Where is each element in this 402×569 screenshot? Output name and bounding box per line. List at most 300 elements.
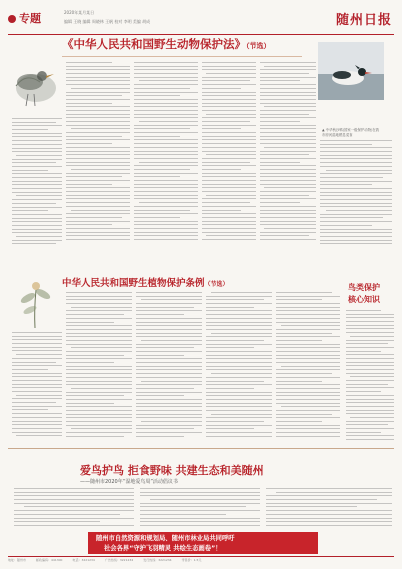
text-line xyxy=(66,62,112,63)
text-line xyxy=(12,398,62,399)
text-line xyxy=(260,62,316,63)
text-line xyxy=(12,232,62,233)
text-line xyxy=(202,206,256,207)
text-column xyxy=(12,332,62,442)
text-line xyxy=(206,432,272,433)
text-line xyxy=(136,428,194,429)
header-divider xyxy=(8,34,394,35)
text-line xyxy=(346,424,388,425)
text-line xyxy=(206,366,272,367)
text-line xyxy=(12,339,62,340)
issue-date: 2020年某月某日 xyxy=(64,10,95,15)
text-line xyxy=(12,343,62,344)
text-line xyxy=(12,336,62,337)
text-line xyxy=(12,144,62,145)
text-line xyxy=(206,358,272,359)
text-line xyxy=(206,392,272,393)
text-line xyxy=(320,225,372,226)
text-line xyxy=(134,88,190,89)
text-line xyxy=(206,195,256,196)
text-line xyxy=(66,351,132,352)
text-line xyxy=(140,492,260,493)
text-line xyxy=(260,77,316,78)
text-line xyxy=(16,195,62,196)
text-line xyxy=(206,325,272,326)
text-line xyxy=(202,69,256,70)
text-line xyxy=(66,406,132,407)
banner-title: 爱鸟护鸟 拒食野味 共建生态和美随州 xyxy=(80,464,264,477)
text-line xyxy=(66,366,132,367)
text-line xyxy=(202,117,256,118)
text-line xyxy=(134,158,198,159)
text-line xyxy=(136,355,184,356)
text-line xyxy=(141,340,202,341)
text-line xyxy=(346,328,394,329)
text-column xyxy=(14,488,134,530)
text-line xyxy=(346,351,381,352)
text-line xyxy=(346,428,394,429)
text-line xyxy=(134,184,198,185)
text-line xyxy=(66,399,132,400)
text-line xyxy=(260,217,316,218)
text-line xyxy=(136,366,202,367)
text-line xyxy=(12,188,62,189)
text-line xyxy=(136,347,194,348)
text-line xyxy=(12,380,62,381)
text-line xyxy=(16,155,62,156)
text-line xyxy=(16,354,62,355)
text-line xyxy=(202,213,256,214)
text-line xyxy=(260,103,316,104)
text-line xyxy=(346,310,381,311)
text-line xyxy=(206,344,272,345)
text-line xyxy=(12,221,62,222)
text-line xyxy=(140,518,260,519)
text-line xyxy=(346,387,394,388)
text-line xyxy=(12,421,62,422)
text-line xyxy=(12,347,62,348)
text-line xyxy=(14,492,134,493)
text-column xyxy=(206,292,272,442)
text-line xyxy=(276,436,340,437)
text-line xyxy=(12,417,62,418)
text-column xyxy=(134,62,198,246)
text-line xyxy=(66,77,130,78)
text-line xyxy=(206,296,272,297)
text-line xyxy=(206,436,272,437)
text-line xyxy=(346,347,394,348)
text-line xyxy=(12,199,62,200)
text-line xyxy=(206,369,272,370)
text-line xyxy=(134,128,190,129)
text-line xyxy=(12,162,56,163)
text-line xyxy=(202,162,250,163)
text-line xyxy=(66,66,130,67)
text-line xyxy=(66,299,132,300)
text-line xyxy=(66,292,132,293)
text-line xyxy=(66,355,124,356)
text-line xyxy=(134,62,198,63)
text-line xyxy=(346,369,394,370)
text-line xyxy=(136,388,194,389)
text-line xyxy=(276,355,340,356)
text-line xyxy=(202,103,256,104)
text-line xyxy=(281,406,340,407)
text-line xyxy=(14,495,134,496)
text-line xyxy=(66,125,130,126)
text-line xyxy=(66,221,130,222)
text-line xyxy=(346,432,381,433)
duck-photo xyxy=(318,42,384,100)
text-line xyxy=(134,143,198,144)
text-line xyxy=(346,321,394,322)
text-line xyxy=(66,340,132,341)
text-line xyxy=(276,292,332,293)
bird-illustration xyxy=(6,52,64,114)
text-line xyxy=(134,187,198,188)
text-line xyxy=(136,377,202,378)
text-line xyxy=(134,191,198,192)
text-line xyxy=(66,403,114,404)
section-divider xyxy=(8,448,394,449)
text-line xyxy=(12,184,62,185)
text-line xyxy=(206,403,272,404)
text-line xyxy=(134,77,198,78)
text-line xyxy=(71,347,132,348)
text-line xyxy=(66,95,122,96)
text-line xyxy=(66,73,130,74)
text-line xyxy=(136,410,202,411)
text-line xyxy=(134,180,198,181)
text-line xyxy=(276,428,340,429)
text-line xyxy=(71,307,132,308)
text-line xyxy=(276,299,322,300)
text-line xyxy=(14,521,100,522)
text-line xyxy=(66,136,122,137)
text-line xyxy=(266,510,392,511)
text-line xyxy=(16,395,62,396)
text-line xyxy=(12,376,62,377)
text-line xyxy=(66,184,112,185)
text-line xyxy=(66,417,132,418)
text-line xyxy=(134,151,198,152)
text-line xyxy=(14,499,134,500)
text-line xyxy=(66,191,130,192)
text-line xyxy=(276,417,340,418)
text-line xyxy=(66,414,132,415)
text-line xyxy=(266,495,392,496)
text-line xyxy=(66,314,124,315)
newspaper-logo: 随州日报 xyxy=(335,13,392,28)
text-line xyxy=(12,192,62,193)
text-line xyxy=(202,136,256,137)
text-line xyxy=(12,203,56,204)
text-line xyxy=(71,210,130,211)
text-line xyxy=(12,387,62,388)
text-line xyxy=(134,117,198,118)
text-line xyxy=(134,213,198,214)
text-line xyxy=(346,421,394,422)
text-line xyxy=(264,147,316,148)
text-line xyxy=(134,239,198,240)
text-line xyxy=(320,162,392,163)
text-line xyxy=(12,136,62,137)
text-line xyxy=(66,336,132,337)
text-line xyxy=(12,170,48,171)
text-line xyxy=(66,436,124,437)
title-underline xyxy=(62,56,302,57)
text-line xyxy=(206,421,264,422)
text-line xyxy=(12,432,62,433)
text-line xyxy=(206,395,272,396)
text-line xyxy=(66,165,130,166)
text-line xyxy=(136,292,202,293)
text-line xyxy=(66,239,130,240)
text-line xyxy=(260,73,309,74)
text-line xyxy=(206,410,272,411)
text-line xyxy=(350,376,394,377)
text-line xyxy=(134,198,198,199)
text-line xyxy=(66,114,130,115)
text-line xyxy=(140,514,226,515)
text-line xyxy=(260,136,316,137)
text-line xyxy=(346,314,394,315)
text-line xyxy=(276,314,340,315)
text-line xyxy=(140,510,260,511)
text-line xyxy=(276,403,340,404)
text-line xyxy=(14,514,120,515)
text-line xyxy=(320,203,392,204)
text-line xyxy=(136,406,202,407)
text-line xyxy=(260,235,309,236)
text-line xyxy=(202,84,256,85)
text-line xyxy=(260,169,316,170)
text-line xyxy=(66,180,130,181)
text-line xyxy=(346,410,394,411)
text-line xyxy=(206,336,272,337)
text-line xyxy=(206,329,272,330)
text-line xyxy=(12,240,62,241)
text-line xyxy=(276,358,340,359)
text-line xyxy=(12,369,48,370)
text-line xyxy=(202,224,256,225)
text-line xyxy=(14,525,134,526)
text-line xyxy=(66,392,132,393)
text-line xyxy=(326,170,392,171)
text-line xyxy=(276,344,340,345)
text-line xyxy=(66,228,130,229)
text-line xyxy=(66,117,130,118)
footer-item: 发行热线：3221234 xyxy=(143,558,172,562)
text-line xyxy=(136,310,202,311)
text-line xyxy=(136,333,202,334)
text-line xyxy=(260,154,309,155)
text-line xyxy=(266,521,392,522)
text-line xyxy=(12,358,62,359)
text-line xyxy=(12,207,62,208)
text-line xyxy=(66,344,132,345)
text-line xyxy=(260,139,316,140)
section-title: 专题 xyxy=(19,12,41,25)
text-line xyxy=(12,125,62,126)
text-line xyxy=(136,417,202,418)
text-line xyxy=(136,436,184,437)
text-line xyxy=(134,224,198,225)
text-line xyxy=(320,173,392,174)
text-line xyxy=(136,425,202,426)
text-line xyxy=(136,344,202,345)
text-line xyxy=(276,351,340,352)
text-line xyxy=(66,377,132,378)
text-line xyxy=(12,409,48,410)
middle-article-title xyxy=(62,275,229,289)
text-line xyxy=(320,177,383,178)
text-line xyxy=(66,232,130,233)
text-line xyxy=(276,414,332,415)
text-line xyxy=(206,310,272,311)
text-line xyxy=(140,525,260,526)
text-line xyxy=(140,495,260,496)
text-line xyxy=(320,158,392,159)
text-line xyxy=(134,235,198,236)
text-line xyxy=(141,299,202,300)
text-line xyxy=(276,410,340,411)
text-line xyxy=(134,125,198,126)
text-line xyxy=(66,110,130,111)
text-line xyxy=(202,198,256,199)
text-line xyxy=(260,151,316,152)
text-line xyxy=(206,347,254,348)
text-line xyxy=(66,395,124,396)
text-line xyxy=(66,296,132,297)
text-line xyxy=(12,181,62,182)
text-line xyxy=(134,69,198,70)
text-line xyxy=(202,180,256,181)
text-line xyxy=(14,488,134,489)
text-line xyxy=(206,318,272,319)
top-article-title-text: 《中华人民共和国野生动物保护法》 xyxy=(62,37,246,51)
text-line xyxy=(202,217,256,218)
text-column xyxy=(66,62,130,246)
text-line xyxy=(202,62,256,63)
text-line xyxy=(71,128,130,129)
text-line xyxy=(134,66,198,67)
text-line xyxy=(260,195,309,196)
footer-item: 零售价：1.5元 xyxy=(181,558,202,562)
text-line xyxy=(139,202,198,203)
text-line xyxy=(206,362,272,363)
middle-article-title-tag: （节选） xyxy=(204,281,229,288)
text-line xyxy=(260,202,300,203)
text-line xyxy=(281,366,340,367)
text-line xyxy=(12,384,62,385)
text-column xyxy=(260,62,316,246)
text-line xyxy=(320,155,392,156)
text-line xyxy=(66,92,130,93)
text-line xyxy=(136,351,202,352)
text-line xyxy=(66,333,132,334)
text-line xyxy=(202,165,256,166)
text-line xyxy=(66,106,130,107)
text-column xyxy=(140,488,260,530)
text-line xyxy=(134,228,198,229)
text-line xyxy=(206,351,272,352)
text-line xyxy=(276,395,340,396)
text-line xyxy=(12,424,62,425)
text-line xyxy=(134,173,198,174)
text-line xyxy=(346,365,394,366)
text-line xyxy=(202,232,256,233)
text-line xyxy=(66,410,132,411)
text-line xyxy=(346,373,394,374)
text-line xyxy=(202,151,256,152)
text-line xyxy=(260,110,316,111)
text-line xyxy=(134,110,198,111)
text-line xyxy=(12,210,48,211)
text-line xyxy=(260,162,300,163)
text-line xyxy=(260,180,316,181)
text-line xyxy=(66,384,132,385)
text-line xyxy=(66,235,130,236)
text-line xyxy=(202,106,256,107)
text-line xyxy=(66,198,130,199)
text-line xyxy=(346,391,381,392)
text-line xyxy=(276,318,340,319)
text-line xyxy=(320,199,392,200)
text-line xyxy=(276,432,340,433)
text-line xyxy=(134,169,190,170)
text-line xyxy=(12,140,62,141)
text-line xyxy=(206,425,272,426)
text-line xyxy=(276,310,340,311)
text-line xyxy=(134,232,198,233)
text-line xyxy=(260,158,316,159)
text-line xyxy=(202,99,256,100)
text-line xyxy=(202,92,256,93)
text-line xyxy=(202,202,250,203)
text-line xyxy=(276,303,340,304)
text-line xyxy=(206,307,254,308)
text-line xyxy=(134,221,198,222)
text-line xyxy=(260,224,316,225)
text-line xyxy=(320,184,372,185)
text-line xyxy=(276,421,322,422)
text-line xyxy=(202,66,256,67)
text-line xyxy=(276,347,340,348)
text-line xyxy=(260,99,316,100)
text-line xyxy=(134,92,198,93)
text-line xyxy=(266,499,377,500)
text-line xyxy=(134,99,198,100)
text-line xyxy=(12,402,56,403)
text-line xyxy=(136,373,202,374)
text-line xyxy=(346,354,394,355)
text-line xyxy=(264,187,316,188)
text-line xyxy=(66,154,130,155)
text-line xyxy=(141,381,202,382)
text-line xyxy=(139,121,198,122)
text-line xyxy=(206,154,256,155)
text-line xyxy=(260,206,316,207)
footer-divider xyxy=(8,556,394,557)
text-line xyxy=(136,325,202,326)
text-line xyxy=(12,428,62,429)
text-line xyxy=(202,132,256,133)
text-line xyxy=(326,210,392,211)
text-line xyxy=(66,206,130,207)
text-line xyxy=(202,95,256,96)
text-line xyxy=(12,365,62,366)
